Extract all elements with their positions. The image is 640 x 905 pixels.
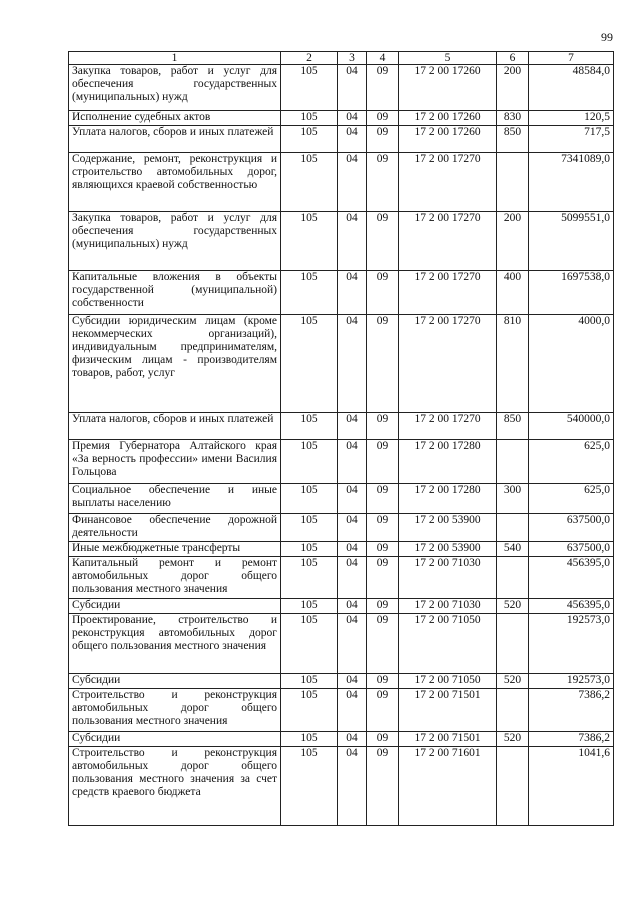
table-row	[69, 212, 614, 271]
cell-subsection-code: 09	[367, 212, 399, 271]
cell-target-article: 17 2 00 17280	[399, 484, 497, 514]
cell-amount: 4000,0	[529, 315, 614, 413]
column-header: 2	[281, 52, 338, 65]
cell-amount: 7386,2	[529, 689, 614, 732]
table-row	[69, 542, 614, 557]
cell-expense-type	[497, 689, 529, 732]
cell-ministry-code: 105	[281, 111, 338, 126]
cell-subsection-code: 09	[367, 111, 399, 126]
cell-expense-type	[497, 614, 529, 674]
cell-ministry-code: 105	[281, 271, 338, 315]
cell-ministry-code: 105	[281, 514, 338, 542]
cell-expense-type: 200	[497, 212, 529, 271]
cell-target-article: 17 2 00 17270	[399, 153, 497, 212]
cell-subsection-code: 09	[367, 557, 399, 599]
cell-ministry-code: 105	[281, 599, 338, 614]
column-header: 5	[399, 52, 497, 65]
column-header: 1	[69, 52, 281, 65]
cell-expense-type	[497, 440, 529, 484]
cell-ministry-code: 105	[281, 126, 338, 153]
cell-section-code: 04	[338, 674, 367, 689]
cell-item-name: Субсидии	[69, 732, 281, 747]
table-row	[69, 153, 614, 212]
cell-target-article: 17 2 00 71030	[399, 557, 497, 599]
cell-ministry-code: 105	[281, 557, 338, 599]
cell-subsection-code: 09	[367, 413, 399, 440]
cell-target-article: 17 2 00 71501	[399, 732, 497, 747]
cell-expense-type: 850	[497, 413, 529, 440]
table-row	[69, 732, 614, 747]
cell-subsection-code: 09	[367, 542, 399, 557]
cell-amount: 456395,0	[529, 599, 614, 614]
cell-item-name: Социальное обеспечение и иные выплаты населению	[69, 484, 281, 514]
cell-subsection-code: 09	[367, 271, 399, 315]
cell-ministry-code: 105	[281, 484, 338, 514]
table-row	[69, 557, 614, 599]
cell-amount: 192573,0	[529, 614, 614, 674]
table-row	[69, 440, 614, 484]
cell-target-article: 17 2 00 71030	[399, 599, 497, 614]
cell-amount: 717,5	[529, 126, 614, 153]
cell-section-code: 04	[338, 315, 367, 413]
cell-ministry-code: 105	[281, 747, 338, 826]
cell-amount: 120,5	[529, 111, 614, 126]
cell-amount: 637500,0	[529, 542, 614, 557]
cell-item-name: Иные межбюджетные трансферты	[69, 542, 281, 557]
cell-ministry-code: 105	[281, 732, 338, 747]
cell-item-name: Уплата налогов, сборов и иных платежей	[69, 126, 281, 153]
cell-target-article: 17 2 00 71601	[399, 747, 497, 826]
cell-subsection-code: 09	[367, 440, 399, 484]
table-row	[69, 315, 614, 413]
cell-amount: 192573,0	[529, 674, 614, 689]
cell-amount: 7386,2	[529, 732, 614, 747]
cell-item-name: Закупка товаров, работ и услуг для обеспечения государственных (муниципальных) нужд	[69, 212, 281, 271]
cell-section-code: 04	[338, 542, 367, 557]
cell-ministry-code: 105	[281, 153, 338, 212]
table-row	[69, 111, 614, 126]
cell-subsection-code: 09	[367, 126, 399, 153]
cell-subsection-code: 09	[367, 484, 399, 514]
table-row	[69, 514, 614, 542]
table-row	[69, 413, 614, 440]
table-row	[69, 484, 614, 514]
header-row	[69, 52, 614, 65]
cell-expense-type: 810	[497, 315, 529, 413]
cell-section-code: 04	[338, 689, 367, 732]
cell-target-article: 17 2 00 53900	[399, 514, 497, 542]
cell-item-name: Строительство и реконструкция автомобильных дорог общего пользования местного значения за счет средств краевого бюджета	[69, 747, 281, 826]
cell-expense-type	[497, 153, 529, 212]
cell-item-name: Субсидии	[69, 599, 281, 614]
cell-expense-type: 830	[497, 111, 529, 126]
cell-amount: 1697538,0	[529, 271, 614, 315]
cell-item-name: Капитальный ремонт и ремонт автомобильных дорог общего пользования местного значения	[69, 557, 281, 599]
cell-item-name: Проектирование, строительство и реконструкция автомобильных дорог общего пользования местного значения	[69, 614, 281, 674]
cell-expense-type: 520	[497, 674, 529, 689]
cell-amount: 1041,6	[529, 747, 614, 826]
cell-expense-type: 540	[497, 542, 529, 557]
cell-ministry-code: 105	[281, 212, 338, 271]
cell-section-code: 04	[338, 413, 367, 440]
cell-target-article: 17 2 00 17270	[399, 315, 497, 413]
cell-expense-type: 300	[497, 484, 529, 514]
cell-subsection-code: 09	[367, 315, 399, 413]
cell-ministry-code: 105	[281, 689, 338, 732]
cell-section-code: 04	[338, 599, 367, 614]
cell-item-name: Субсидии	[69, 674, 281, 689]
cell-subsection-code: 09	[367, 65, 399, 111]
cell-section-code: 04	[338, 614, 367, 674]
page-number: 99	[601, 30, 613, 44]
cell-amount: 7341089,0	[529, 153, 614, 212]
column-header: 7	[529, 52, 614, 65]
cell-amount: 5099551,0	[529, 212, 614, 271]
cell-subsection-code: 09	[367, 614, 399, 674]
cell-ministry-code: 105	[281, 440, 338, 484]
cell-amount: 625,0	[529, 484, 614, 514]
cell-ministry-code: 105	[281, 542, 338, 557]
cell-section-code: 04	[338, 111, 367, 126]
cell-ministry-code: 105	[281, 614, 338, 674]
cell-expense-type: 200	[497, 65, 529, 111]
cell-ministry-code: 105	[281, 413, 338, 440]
table-row	[69, 271, 614, 315]
cell-item-name: Исполнение судебных актов	[69, 111, 281, 126]
column-header: 6	[497, 52, 529, 65]
column-header: 4	[367, 52, 399, 65]
cell-expense-type	[497, 514, 529, 542]
column-header: 3	[338, 52, 367, 65]
cell-subsection-code: 09	[367, 689, 399, 732]
cell-target-article: 17 2 00 71050	[399, 614, 497, 674]
cell-item-name: Капитальные вложения в объекты государственной (муниципальной) собственности	[69, 271, 281, 315]
cell-amount: 625,0	[529, 440, 614, 484]
cell-section-code: 04	[338, 732, 367, 747]
cell-item-name: Премия Губернатора Алтайского края «За верность профессии» имени Василия Гольцова	[69, 440, 281, 484]
cell-subsection-code: 09	[367, 514, 399, 542]
table-row	[69, 614, 614, 674]
cell-item-name: Субсидии юридическим лицам (кроме некоммерческих организаций), индивидуальным предпринимателям, физическим лицам - производителям товаров, работ, услуг	[69, 315, 281, 413]
cell-section-code: 04	[338, 440, 367, 484]
cell-subsection-code: 09	[367, 674, 399, 689]
cell-expense-type: 400	[497, 271, 529, 315]
cell-expense-type	[497, 747, 529, 826]
cell-section-code: 04	[338, 126, 367, 153]
cell-item-name: Закупка товаров, работ и услуг для обеспечения государственных (муниципальных) нужд	[69, 65, 281, 111]
table-row	[69, 599, 614, 614]
cell-target-article: 17 2 00 17270	[399, 413, 497, 440]
cell-ministry-code: 105	[281, 674, 338, 689]
cell-expense-type: 520	[497, 599, 529, 614]
table-row	[69, 65, 614, 111]
cell-section-code: 04	[338, 212, 367, 271]
cell-subsection-code: 09	[367, 732, 399, 747]
cell-target-article: 17 2 00 17260	[399, 126, 497, 153]
table-row	[69, 747, 614, 826]
cell-target-article: 17 2 00 17280	[399, 440, 497, 484]
budget-table	[68, 51, 614, 826]
cell-amount: 456395,0	[529, 557, 614, 599]
cell-subsection-code: 09	[367, 599, 399, 614]
cell-ministry-code: 105	[281, 65, 338, 111]
cell-section-code: 04	[338, 514, 367, 542]
cell-expense-type: 520	[497, 732, 529, 747]
cell-section-code: 04	[338, 747, 367, 826]
cell-ministry-code: 105	[281, 315, 338, 413]
table-row	[69, 689, 614, 732]
table-row	[69, 126, 614, 153]
cell-target-article: 17 2 00 53900	[399, 542, 497, 557]
cell-target-article: 17 2 00 17270	[399, 212, 497, 271]
cell-amount: 637500,0	[529, 514, 614, 542]
cell-item-name: Содержание, ремонт, реконструкция и строительство автомобильных дорог, являющихся краевой собственностью	[69, 153, 281, 212]
cell-subsection-code: 09	[367, 153, 399, 212]
table-row	[69, 674, 614, 689]
cell-target-article: 17 2 00 71501	[399, 689, 497, 732]
cell-item-name: Строительство и реконструкция автомобильных дорог общего пользования местного значения	[69, 689, 281, 732]
cell-target-article: 17 2 00 71050	[399, 674, 497, 689]
cell-section-code: 04	[338, 271, 367, 315]
cell-subsection-code: 09	[367, 747, 399, 826]
cell-item-name: Уплата налогов, сборов и иных платежей	[69, 413, 281, 440]
cell-target-article: 17 2 00 17260	[399, 65, 497, 111]
cell-expense-type: 850	[497, 126, 529, 153]
cell-item-name: Финансовое обеспечение дорожной деятельности	[69, 514, 281, 542]
cell-target-article: 17 2 00 17260	[399, 111, 497, 126]
cell-expense-type	[497, 557, 529, 599]
cell-section-code: 04	[338, 153, 367, 212]
cell-section-code: 04	[338, 65, 367, 111]
cell-amount: 48584,0	[529, 65, 614, 111]
cell-target-article: 17 2 00 17270	[399, 271, 497, 315]
cell-amount: 540000,0	[529, 413, 614, 440]
cell-section-code: 04	[338, 484, 367, 514]
cell-section-code: 04	[338, 557, 367, 599]
